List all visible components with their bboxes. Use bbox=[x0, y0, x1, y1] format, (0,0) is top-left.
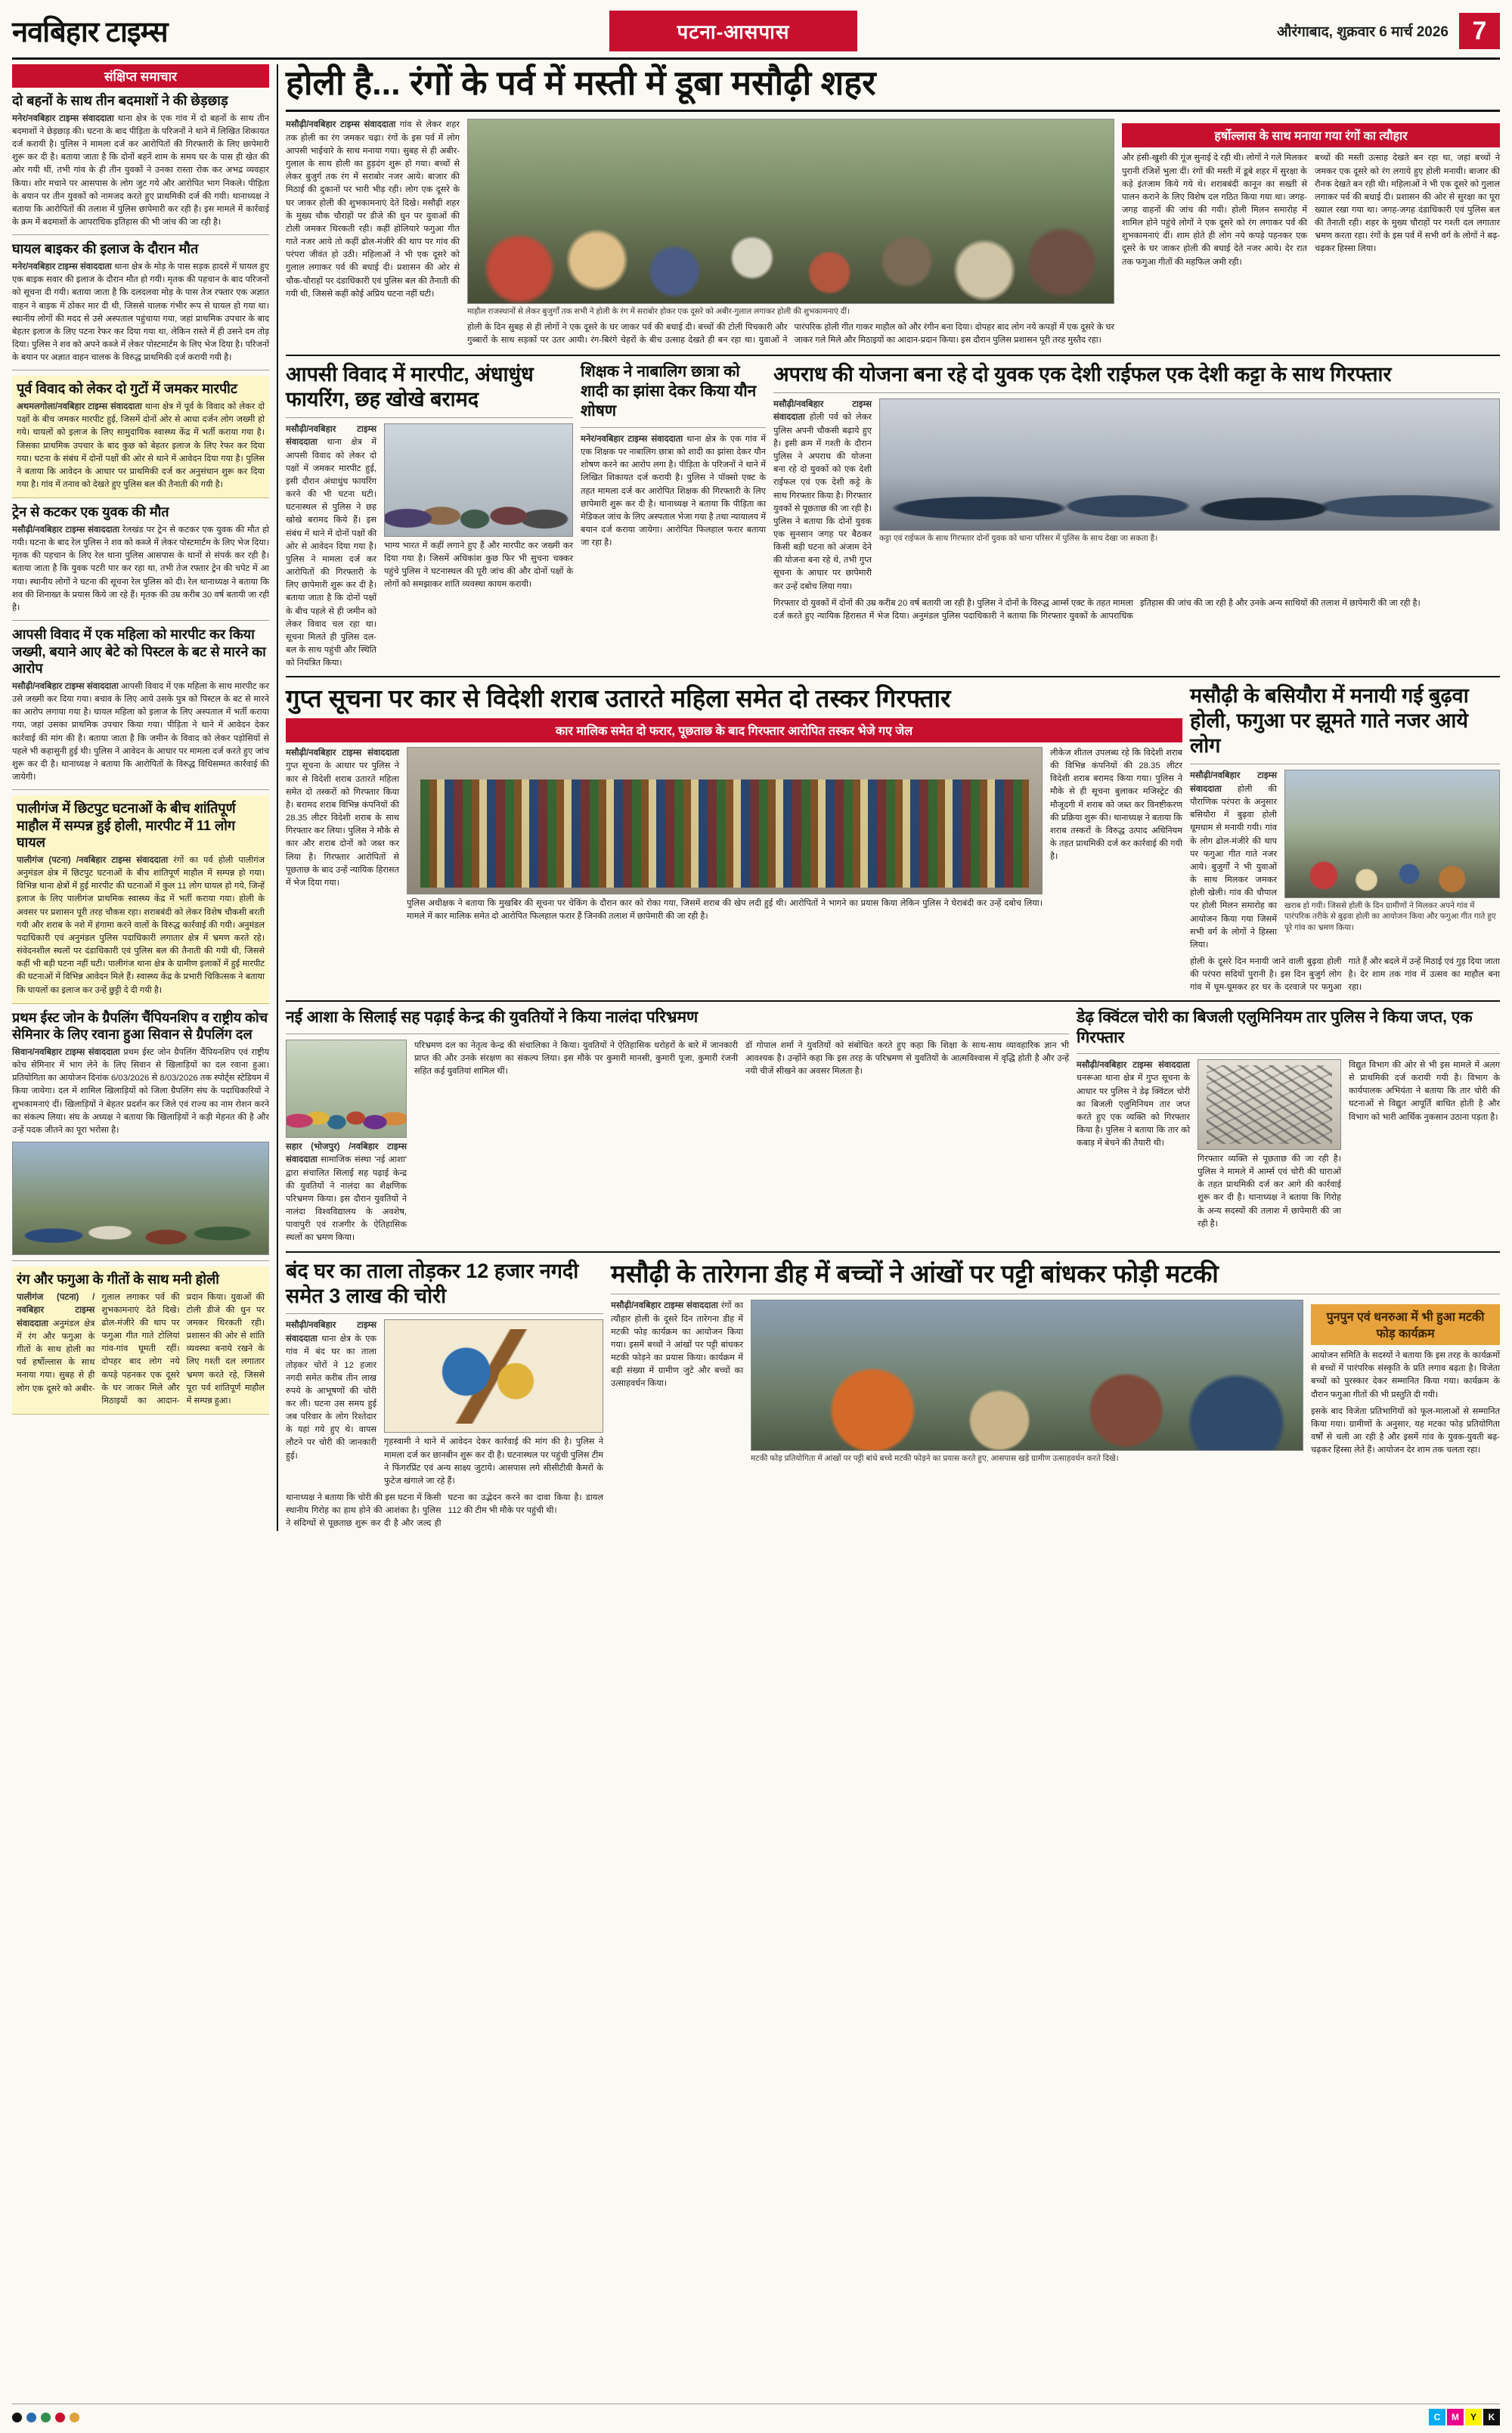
story-theft bbox=[286, 1259, 603, 1531]
brief-news-header: संक्षिप्त समाचार bbox=[12, 64, 269, 88]
brief-byline: अथमलगोला/नवबिहार टाइम्स संवाददाता bbox=[17, 401, 142, 411]
brief-text: अनुमंडल क्षेत्र में रंग और फगुआ के गीतों के साथ होली का पर्व हर्षोल्लास के साथ मनाया गया। सुबह से ही लोग एक दूसरे को अबीर-गुलाल लगाकर पर्व की शुभकामनाएं देते दिखे। ढोल-मंजीरे की थाप पर फगुआ गीत गाते टोलियां गांव-गांव घूमती रहीं। दोपहर बाद लोग नये कपड़े पहनकर एक दूसरे के घर जाकर मिले और मिठाइयों का आदान-प्रदान किया। युवाओं की टोली डीजे की धुन पर जमकर थिरकती रही। प्रशासन की ओर से शांति व्यवस्था बनाये रखने के लिए गश्ती दल लगातार भ्रमण करते रहे, जिससे पूरा पर्व शांतिपूर्ण माहौल में सम्पन्न हुआ। bbox=[17, 1292, 265, 1406]
brief-text: रेलखंड पर ट्रेन से कटकर एक युवक की मौत हो गयी। घटना के बाद रेल पुलिस ने शव को कब्जे में लेकर पोस्टमार्टम के लिए भेज दिया। मृतक की पहचान के लिए रेल थाना पुलिस आसपास के थानों से संपर्क कर रही है। बताया जाता है कि युवक पटरी पार कर रहा था, तभी तेज रफ्तार ट्रेन की चपेट में आ गया। स्थानीय लोगों ने घटना की सूचना रेल पुलिस को दी। रेल थानाध्यक्ष ने बताया कि शव की शिनाख्त के प्रयास किये जा रहे हैं। मृतक की उम्र करीब 30 वर्ष बतायी जा रही है। bbox=[12, 525, 269, 612]
brief-headline: दो बहनों के साथ तीन बदमाशों ने की छेड़छाड़ bbox=[12, 93, 228, 108]
rifle-byline: मसौढ़ी/नवबिहार टाइम्स संवाददाता bbox=[773, 399, 872, 423]
main-content bbox=[286, 64, 1500, 1531]
story-cable bbox=[1077, 1008, 1500, 1244]
section-rule bbox=[286, 1251, 1500, 1253]
matki-kicker: पुनपुन एवं धनरुआ में भी हुआ मटकी फोड़ कार्यक्रम bbox=[1311, 1304, 1500, 1345]
row-five bbox=[286, 1259, 1500, 1531]
lead-headline: होली है... रंगों के पर्व में मस्ती में डूबा मसौढ़ी शहर bbox=[286, 64, 1500, 112]
lead-byline: मसौढ़ी/नवबिहार टाइम्स संवाददाता bbox=[286, 120, 396, 130]
brief-text: थाना क्षेत्र के एक गांव में दो बहनों के साथ तीन बदमाशों ने छेड़छाड़ की। घटना के बाद पीड़िता के परिजनों ने थाने में लिखित शिकायत दर्ज करायी है। पुलिस ने मामला दर्ज कर आरोपितों की गिरफ्तारी के लिए छापेमारी शुरू कर दी है। बताया जाता है कि दोनों बहनें शाम के समय घर के पास ही खेत की ओर गयी थीं, तभी गांव के ही तीन युवकों ने उनका रास्ता रोक कर अभद्र व्यवहार किया। शोर मचाने पर आसपास के लोग जुट गये और आरोपित भाग निकले। पीड़िता के बयान पर तीन युवकों को नामजद करते हुए प्राथमिकी दर्ज की गयी। थानाध्यक्ष ने बताया कि आरोपितों की तलाश में पुलिस छापेमारी कर रही है। इस मामले में कार्रवाई के क्रम में बदमाशों के आपराधिक इतिहास की भी जांच की जा रही है। bbox=[12, 113, 269, 228]
lead-story bbox=[286, 64, 1500, 347]
cable-text-3: विद्युत विभाग की ओर से भी इस मामले में अलग से प्राथमिकी दर्ज करायी गयी है। विभाग के कार्यपालक अभियंता ने बताया कि तार चोरी की घटनाओं से विद्युत आपूर्ति बाधित होती है और विभाग को भारी आर्थिक नुकसान उठाना पड़ता है। bbox=[1349, 1060, 1500, 1122]
brief-headline: पालीगंज में छिटपुट घटनाओं के बीच शांतिपूर्ण माहौल में सम्पन्न हुई होली, मारपीट में 11 लोग घायल bbox=[17, 801, 236, 851]
matki-text-1: रंगों का त्यौहार होली के दूसरे दिन तारेगना डीह में मटकी फोड़ कार्यक्रम का आयोजन किया गया। इसमें बच्चों ने आंखों पर पट्टी बांधकर मटकी फोड़ने का प्रयास किया। कार्यक्रम में बड़ी संख्या में ग्रामीण जुटे और बच्चों का उत्साहवर्धन किया। bbox=[611, 1301, 743, 1389]
story-teacher bbox=[581, 362, 766, 670]
basiyaura-byline: मसौढ़ी/नवबिहार टाइम्स संवाददाता bbox=[1190, 771, 1277, 794]
lead-text-4: बच्चों की मस्ती उत्साह देखते बन रहा था, जहां बच्चों ने जमकर एक दूसरे को रंग लगाये हुए होली मनायी। बाजार की रौनक देखते बन रही थी। महिलाओं ने भी एक दूसरे को गुलाल लगाकर पर्व की बधाई दी। प्रशासन की ओर से सुरक्षा का पूरा ख्याल रखा गया था। जगह-जगह दंडाधिकारी एवं पुलिस बल की तैनाती रही। शहर के मुख्य चौराहों पर गश्ती दल लगातार भ्रमण करता रहा। रंगों के इस पर्व में सभी वर्ग के लोगों ने बढ़-चढ़कर हिस्सा लिया। bbox=[1315, 153, 1500, 254]
cable-text-2: गिरफ्तार व्यक्ति से पूछताछ की जा रही है। पुलिस ने मामले में आर्म्स एवं चोरी की धाराओं के तहत प्राथमिकी दर्ज कर आगे की कार्रवाई शुरू कर दी है। थानाध्यक्ष ने बताया कि गिरोह के अन्य सदस्यों की तलाश में छापेमारी की जा रही है। bbox=[1198, 1154, 1341, 1229]
matki-text-3: इसके बाद विजेता प्रतिभागियों को फूल-मालाओं से सम्मानित किया गया। ग्रामीणों के अनुसार, यह मटका फोड़ प्रतियोगिता वर्षों से चली आ रही है और इसमें गांव के युवक-युवती बढ़-चढ़कर हिस्सा लेते हैं। आयोजन देर शाम तक चलता रहा। bbox=[1311, 1406, 1500, 1455]
brief-headline: आपसी विवाद में एक महिला को मारपीट कर किया जख्मी, बयाने आए बेटे को पिस्टल के बट से मारने का आरोप bbox=[12, 627, 266, 677]
brief-headline: रंग और फगुआ के गीतों के साथ मनी होली bbox=[17, 1272, 219, 1288]
lead-text-1: गांव से लेकर शहर तक होली का रंग जमकर चढ़ा। रंगों के इस पर्व में लोग आपसी भाईचारे के साथ मनाया गया। सुबह से ही अबीर-गुलाल के साथ होली का हुड़दंग शुरू हो गया। बच्चों से लेकर बुजुर्ग तक रंग में सराबोर नजर आये। बाजार की मिठाई की दुकानों पर भारी भीड़ रही। लोग एक दूसरे के घर जाकर होली की शुभकामनाएं देते दिखे। मसौढ़ी शहर के मुख्य चौक चौराहों पर डीजे की धुन पर युवाओं की टोली जमकर थिरकती रही। कहीं होलियारे फगुआ गीत गाते नजर आये तो कहीं ढोल-मंजीरे की थाप पर गांव की परंपरा जीवंत हो उठी। महिलाओं ने भी एक दूसरे को गुलाल लगाकर पर्व की बधाई दी। प्रशासन की ओर से चौक-चौराहों पर दंडाधिकारी एवं पुलिस बल की तैनाती की गयी थी, जिससे कहीं कोई अप्रिय घटना नहीं घटी। bbox=[286, 120, 460, 299]
tailoring-text-2: परिभ्रमण दल का नेतृत्व केन्द्र की संचालिका ने किया। युवतियों ने ऐतिहासिक धरोहरों के बारे में जानकारी प्राप्त की और उनके संरक्षण का संकल्प लिया। इस मौके पर कुमारी मानसी, कुमारी पूजा, कुमारी रंजनी सहित कई युवतियां शामिल थीं। bbox=[414, 1040, 738, 1076]
tailoring-trip-photo bbox=[286, 1040, 407, 1138]
paper-name: नवबिहार टाइम्स bbox=[12, 17, 168, 48]
rifle-text-2: गिरफ्तार दो युवकों में दोनों की उम्र करीब 20 वर्ष बतायी जा रही है। पुलिस ने दोनों के विरुद्ध आर्म्स एक्ट के तहत मामला दर्ज करते हुए न्यायिक हिरासत में भेज दिया। अनुमंडल पुलिस पदाधिकारी ने बताया कि गिरफ्तार युवकों के आपराधिक इतिहास की जांच की जा रही है और उनके अन्य साथियों की तलाश में छापेमारी की जा रही है। bbox=[773, 598, 1421, 621]
teacher-text: थाना क्षेत्र के एक गांव में एक शिक्षक पर नाबालिग छात्रा को शादी का झांसा देकर यौन शोषण करने का आरोप लगा है। पीड़िता के परिजनों ने थाने में लिखित शिकायत दर्ज करायी है। पुलिस ने पॉक्सो एक्ट के तहत मामला दर्ज कर आरोपित शिक्षक की गिरफ्तारी के लिए छापेमारी शुरू कर दी है। थानाध्यक्ष ने बताया कि पीड़िता का मेडिकल जांच के लिए अस्पताल भेजा गया है तथा न्यायालय में बयान दर्ज कराया जायेगा। आरोपित फिलहाल फरार बताया जा रहा है। bbox=[581, 434, 766, 548]
brief-byline: सिवान/नवबिहार टाइम्स संवाददाता bbox=[12, 1047, 120, 1057]
rifle-caption: कट्टा एवं राईफल के साथ गिरफ्तार दोनों युवक को थाना परिसर में पुलिस के साथ देखा जा सकता है। bbox=[879, 533, 1158, 543]
cable-text-1: धनरूआ थाना क्षेत्र में गुप्त सूचना के आधार पर पुलिस ने डेढ़ क्विंटल चोरी का बिजली एलुमिनियम तार जप्त करते हुए एक व्यक्ति को गिरफ्तार किया है। पुलिस ने बताया कि तार को कबाड़ में बेचने की तैयारी थी। bbox=[1077, 1074, 1190, 1148]
fight-firing-text: थाना क्षेत्र में आपसी विवाद को लेकर दो पक्षों में जमकर मारपीट हुई, इसी दौरान अंधाधुंध फायरिंग करने की भी घटना घटी। घटनास्थल से पुलिस ने छह खोखे बरामद किये हैं। इस संबंध में थाने में दोनों पक्षों की ओर से आवेदन दिया गया है। पुलिस ने मामला दर्ज कर आरोपितों की गिरफ्तारी के लिए छापेमारी शुरू कर दी है। बताया जाता है कि दोनों पक्षों के बीच पहले से ही जमीन को लेकर विवाद चल रहा था। सूचना मिलते ही पुलिस दल-बल के साथ पहुंची और स्थिति को नियंत्रित किया। bbox=[286, 438, 376, 668]
brief-byline: पालीगंज (पटना) /नवबिहार टाइम्स संवाददाता bbox=[17, 855, 169, 865]
teacher-byline: मनेर/नवबिहार टाइम्स संवाददाता bbox=[581, 434, 683, 444]
section-banner: पटना-आसपास bbox=[609, 11, 858, 51]
brief-byline: मसौढ़ी/नवबिहार टाइम्स संवाददाता bbox=[12, 525, 120, 535]
lead-text-2: होली के दिन सुबह से ही लोगों ने एक दूसरे के घर जाकर पर्व की बधाई दी। बच्चों की टोली पिचकारी और गुब्बारों के साथ सड़कों पर उतर आयी। रंग-बिरंगे चेहरों के बीच उत्साह देखते ही बन रहा था। युवाओं ने पारंपरिक होली गीत गाकर माहौल को और रंगीन बना दिया। दोपहर बाद लोग नये कपड़ों में एक दूसरे के घर जाकर गले मिले और मिठाइयों का आदान-प्रदान किया। इस दौरान पुलिस प्रशासन पूरी तरह मुस्तैद रहा। bbox=[467, 322, 1114, 345]
lead-photo-caption: माहौल राजस्थानों से लेकर बुजुर्गों तक सभी ने होली के रंग में सराबोर होकर एक दूसरे को अबीर-गुलाल लगाकर होली की शुभकामनाएं दीं। bbox=[467, 307, 850, 317]
row-four bbox=[286, 1008, 1500, 1244]
tailoring-byline: सहार (भोजपुर) /नवबिहार टाइम्स संवाददाता bbox=[286, 1142, 407, 1165]
matki-byline: मसौढ़ी/नवबिहार टाइम्स संवाददाता bbox=[611, 1301, 718, 1311]
lead-col-3 bbox=[1122, 119, 1500, 346]
brief-item bbox=[12, 92, 269, 235]
theft-text-3: थानाध्यक्ष ने बताया कि चोरी की इस घटना में किसी स्थानीय गिरोह का हाथ होने की आशंका है। पुलिस ने संदिग्धों से पूछताछ शुरू कर दी है और जल्द ही घटना का उद्भेदन करने का दावा किया है। डायल 112 की टीम भी मौके पर पहुंची थी। bbox=[286, 1493, 603, 1529]
theft-headline: बंद घर का ताला तोड़कर 12 हजार नगदी समेत 3 लाख की चोरी bbox=[286, 1259, 579, 1307]
rifle-text-1: होली पर्व को लेकर पुलिस अपनी चौकसी बढ़ाये हुए है। इसी क्रम में गश्ती के दौरान पुलिस ने अपराध की योजना बना रहे दो युवकों को एक देशी राईफल एवं एक देशी कट्टे के साथ गिरफ्तार किया है। गिरफ्तार युवकों से पूछताछ की जा रही है। पुलिस ने बताया कि दोनों युवक एक सुनसान जगह पर बैठकर किसी बड़ी घटना को अंजाम देने की योजना बना रहे थे, तभी गुप्त सूचना के आधार पर छापेमारी कर उन्हें दबोच लिया गया। bbox=[773, 413, 872, 591]
lead-kicker: हर्षोल्लास के साथ मनाया गया रंगों का त्यौहार bbox=[1122, 123, 1500, 147]
brief-news-rail bbox=[12, 64, 269, 1531]
basiyaura-text-1: होली की पौराणिक परंपरा के अनुसार बसियौरा में बुढ़वा होली धूमधाम से मनायी गयी। गांव के लोग ढोल-मंजीरे की थाप पर फगुआ गीत गाते नजर आये। बुजुर्गों ने भी युवाओं के साथ मिलकर जमकर होली खेली। गांव की चौपाल पर होली मिलन समारोह का आयोजन किया गया जिसमें सभी वर्ग के लोगों ने हिस्सा लिया। bbox=[1190, 784, 1277, 950]
brief-text: थाना क्षेत्र में पूर्व के विवाद को लेकर दो पक्षों के बीच जमकर मारपीट हुई, जिसमें दोनों ओर से आधा दर्जन लोग जख्मी हो गये। घायलों को इलाज के लिए सामुदायिक स्वास्थ्य केंद्र में भर्ती कराया गया है। जिसका प्राथमिक उपचार के बाद कुछ को बेहतर इलाज के लिए रेफर कर दिया गया। घटना के संबंध में दोनों पक्षों की ओर से थाने में आवेदन दिया गया है। पुलिस ने बताया कि आवेदन के आधार पर प्राथमिकी दर्ज कर अनुसंधान शुरू कर दिया गया है। गांव में तनाव को देखते हुए पुलिस बल की तैनाती की गयी है। bbox=[17, 401, 265, 490]
brief-text: रंगों का पर्व होली पालीगंज अनुमंडल क्षेत्र में छिटपुट घटनाओं के बीच शांतिपूर्ण माहौल में सम्पन्न हो गया। विभिन्न थाना क्षेत्रों में हुई मारपीट की घटनाओं में कुल 11 लोग घायल हो गये, जिन्हें इलाज के लिए पालीगंज प्राथमिक स्वास्थ्य केंद्र में भर्ती कराया गया। होली के अवसर पर प्रशासन पूरी तरह चौकस रहा। शराबबंदी को लेकर विशेष चौकसी बरती गयी और शराब के नशे में हंगामा करने वालों के विरुद्ध कार्रवाई की गयी। अनुमंडल पदाधिकारी एवं अनुमंडल पुलिस पदाधिकारी लगातार क्षेत्र में भ्रमण करते रहे। संवेदनशील स्थलों पर दंडाधिकारी एवं पुलिस बल की तैनाती की गयी थी, जिससे कहीं भी बड़ी घटना नहीं घटी। पालीगंज थाना क्षेत्र के ग्रामीण इलाकों में हुई मारपीट की घटनाओं में विभिन्न आवेदन मिले हैं। स्वास्थ्य केंद्र के प्रभारी चिकित्सक ने बताया कि घायलों का इलाज कर उन्हें छुट्टी दे दी गयी है। bbox=[17, 855, 265, 995]
cmyk-y: Y bbox=[1465, 2409, 1482, 2425]
brief-byline: मनेर/नवबिहार टाइम्स संवाददाता bbox=[12, 113, 114, 123]
cable-byline: मसौढ़ी/नवबिहार टाइम्स संवाददाता bbox=[1077, 1060, 1190, 1070]
liquor-text-2: पुलिस अधीक्षक ने बताया कि मुखबिर की सूचना पर चेकिंग के दौरान कार को रोका गया, जिसमें शराब की खेप लदी हुई थी। आरोपितों ने भागने का प्रयास किया लेकिन पुलिस ने घेराबंदी कर उन्हें दबोच लिया। मामले में कार मालिक समेत दो आरोपित फिलहाल फरार हैं जिनकी तलाश में छापेमारी की जा रही है। bbox=[407, 898, 1043, 922]
teacher-headline: शिक्षक ने नाबालिग छात्रा को शादी का झांसा देकर किया यौन शोषण bbox=[581, 362, 757, 420]
seized-wire-photo bbox=[1198, 1059, 1341, 1150]
lead-col-2 bbox=[467, 119, 1114, 346]
cable-headline: डेढ़ क्विंटल चोरी का बिजली एलुमिनियम तार पुलिस ने किया जप्त, एक गिरफ्तार bbox=[1077, 1009, 1473, 1046]
brief-text: प्रथम ईस्ट जोन ग्रैपलिंग चैंपियनशिप एवं राष्ट्रीय कोच सेमिनार में भाग लेने के लिए सिवान से खिलाड़ियों का दल रवाना हुआ। प्रतियोगिता का आयोजन दिनांक 6/03/2026 से 8/03/2026 तक स्पोर्ट्स स्टेडियम में किया जायेगा। दल में शामिल खिलाड़ियों को जिला ग्रैपलिंग संघ के पदाधिकारियों ने शुभकामनाएं दीं। खिलाड़ियों ने बेहतर प्रदर्शन कर जिले एवं राज्य का नाम रोशन करने का संकल्प लिया। संघ के अध्यक्ष ने बताया कि खिलाड़ियों ने कड़ी मेहनत की है और उन्हें पदक जीतने का पूरा भरोसा है। bbox=[12, 1047, 270, 1135]
section-rule bbox=[286, 676, 1500, 677]
page-layout bbox=[12, 64, 1500, 1531]
brief-byline: मसौढ़ी/नवबिहार टाइम्स संवाददाता bbox=[12, 681, 119, 691]
liquor-text-3: लीकेज शीतल उपलब्ध रहे कि विदेशी शराब की विभिन्न कंपनियों की 28.35 लीटर विदेशी शराब बरामद किया गया। पुलिस ने मौके से ही सूचना बुलाकर मजिस्ट्रेट की मौजूदगी में शराब को जब्त कर विनष्टीकरण की प्रक्रिया शुरू की। थानाध्यक्ष ने बताया कि शराब तस्करों के विरुद्ध उत्पाद अधिनियम के तहत प्राथमिकी दर्ज कर कार्रवाई की गयी है। bbox=[1050, 748, 1182, 862]
brief-text: थाना क्षेत्र के मोड़ के पास सड़क हादसे में घायल हुए एक बाइक सवार की इलाज के दौरान मौत हो गयी। मृतक की पहचान के बाद परिजनों को सूचना दी गयी। बताया जाता है कि दलदलवा मोड़ के पास तेज रफ्तार एक अज्ञात वाहन ने बाइक में ठोकर मार दी थी, जिससे चालक गंभीर रूप से घायल हो गया था। स्थानीय लोगों की मदद से उसे अस्पताल पहुंचाया गया, जहां प्राथमिक उपचार के बाद बेहतर इलाज के लिए पटना रेफर कर दिया गया था, लेकिन रास्ते में ही उसने दम तोड़ दिया। पुलिस ने शव को अपने कब्जे में लेकर पोस्टमार्टम के लिए भेज दिया है। परिजनों के बयान पर अज्ञात वाहन चालक के विरुद्ध प्राथमिकी दर्ज करायी गयी है। bbox=[12, 262, 270, 363]
theft-byline: मसौढ़ी/नवबिहार टाइम्स संवाददाता bbox=[286, 1321, 376, 1344]
brief-byline: मनेर/नवबिहार टाइम्स संवाददाता bbox=[12, 262, 112, 271]
story-matki bbox=[611, 1259, 1500, 1531]
cmyk-c: C bbox=[1429, 2409, 1445, 2425]
story-fight-firing bbox=[286, 362, 573, 670]
row-two bbox=[286, 362, 1500, 670]
tailoring-headline: नई आशा के सिलाई सह पढ़ाई केन्द्र की युवतियों ने किया नालंदा परिभ्रमण bbox=[286, 1009, 699, 1027]
fight-firing-headline: आपसी विवाद में मारपीट, अंधाधुंध फायरिंग, छह खोखे बरामद bbox=[286, 362, 534, 411]
rifle-arrest-photo bbox=[879, 398, 1500, 531]
story-liquor bbox=[286, 683, 1182, 994]
brief-headline: पूर्व विवाद को लेकर दो गुटों में जमकर मारपीट bbox=[17, 381, 237, 397]
theft-illustration bbox=[384, 1319, 603, 1433]
holi-crowd-photo bbox=[467, 119, 1114, 304]
matki-caption: मटकी फोड़ प्रतियोगिता में आंखों पर पट्टी बांधे बच्चे मटकी फोड़ने का प्रयास करते हुए, आसपास खड़े ग्रामीण उत्साहवर्धन करते दिखे। bbox=[751, 1454, 1119, 1464]
basiyaura-holi-photo bbox=[1284, 770, 1500, 898]
basiyaura-caption: खराब हो गयी। जिससे होली के दिन ग्रामीणों ने मिलकर अपने गांव में पारंपरिक तरीके से बुढ़वा होली का आयोजन किया और फगुआ गीत गाते हुए पूरे गांव का भ्रमण किया। bbox=[1284, 901, 1496, 932]
liquor-text-1: गुप्त सूचना के आधार पर पुलिस ने कार से विदेशी शराब उतारते महिला समेत दो तस्करों को गिरफ्तार किया है। बरामद शराब विभिन्न कंपनियों की 28.35 लीटर विदेशी शराब के साथ गिरफ्तार कर लिया। पुलिस ने मौके से कार और शराब दोनों को जब्त कर लिया है। गिरफ्तार आरोपितों से पूछताछ के बाद उन्हें न्यायिक हिरासत में भेज दिया गया। bbox=[286, 761, 399, 888]
matki-headline: मसौढ़ी के तारेगना डीह में बच्चों ने आंखों पर पट्टी बांधकर फोड़ी मटकी bbox=[611, 1259, 1219, 1288]
section-rule bbox=[286, 355, 1500, 356]
fight-firing-caption: भाग्य भारत में कहीं लगाने हुए हैं और मारपीट कर जख्मी कर दिया गया है। जिसमें अधिकांश कुछ फिर भी सुचना चक्कर पहुंचे पुलिस ने घटनास्थल की पूरी जांच की और दोनों पक्षों के लोगों को समझाकर शांति व्यवस्था कायम करायी। bbox=[384, 541, 573, 590]
theft-text-2: गृहस्वामी ने थाने में आवेदन देकर कार्रवाई की मांग की है। पुलिस ने मामला दर्ज कर छानबीन शुरू कर दी है। घटनास्थल पर पहुंची पुलिस टीम ने फिंगरप्रिंट एवं अन्य साक्ष्य जुटाये। आसपास लगे सीसीटीवी कैमरों के फुटेज खंगाले जा रहे हैं। bbox=[384, 1437, 603, 1486]
story-rifle-arrest bbox=[773, 362, 1500, 670]
lead-kicker-body bbox=[1122, 152, 1500, 268]
cmyk-k: K bbox=[1483, 2409, 1500, 2425]
brief-headline: घायल बाइकर की इलाज के दौरान मौत bbox=[12, 241, 199, 257]
theft-text-1: थाना क्षेत्र के एक गांव में बंद घर का ताला तोड़कर चोरों ने 12 हजार नगदी समेत करीब तीन लाख रुपये के आभूषणों की चोरी कर ली। घटना उस समय हुई जब परिवार के लोग रिश्तेदार के यहां गये हुए थे। वापस लौटने पर चोरी की जानकारी हुई। bbox=[286, 1334, 376, 1461]
brief-item bbox=[12, 1266, 269, 1415]
brief-item bbox=[12, 626, 269, 790]
registration-dots bbox=[12, 2413, 79, 2422]
brief-item bbox=[12, 240, 269, 370]
lead-body bbox=[286, 119, 1500, 346]
tailoring-text-3: डॉ गोपाल शर्मा ने युवतियों को संबोधित करते हुए कहा कि शिक्षा के साथ-साथ व्यावहारिक ज्ञान भी आवश्यक है। उन्होंने कहा कि इस तरह के परिभ्रमण से युवतियों के आत्मविश्वास में वृद्धि होती है और उन्हें नयी चीजें सीखने का अवसर मिलता है। bbox=[745, 1040, 1069, 1076]
tailoring-text-1: सामाजिक संस्था 'नई आशा' द्वारा संचालित सिलाई सह पढ़ाई केन्द्र की युवतियों ने नालंदा का शैक्षणिक परिभ्रमण किया। इस दौरान युवतियों ने नालंदा विश्वविद्यालय के अवशेष, पावापुरी एवं राजगीर के ऐतिहासिक स्थलों का भ्रमण किया। bbox=[286, 1155, 407, 1243]
masthead-right bbox=[1137, 13, 1500, 49]
story-basiyaura bbox=[1190, 683, 1500, 994]
lead-col-1 bbox=[286, 119, 460, 346]
page-footer bbox=[12, 2404, 1500, 2425]
sports-team-photo bbox=[12, 1142, 269, 1255]
cmyk-marks bbox=[1429, 2409, 1500, 2425]
liquor-kicker: कार मालिक समेत दो फरार, पूछताछ के बाद गिरफ्तार आरोपित तस्कर भेजे गए जेल bbox=[286, 718, 1182, 742]
brief-item bbox=[12, 504, 269, 621]
brief-headline: प्रथम ईस्ट जोन के ग्रैपलिंग चैंपियनशिप व राष्ट्रीय कोच सेमिनार के लिए रवाना हुआ सिवान से ग्रैपलिंग दल bbox=[12, 1009, 268, 1043]
section-rule bbox=[286, 1000, 1500, 1002]
fight-firing-byline: मसौढ़ी/नवबिहार टाइम्स संवाददाता bbox=[286, 424, 376, 448]
matki-breaking-photo bbox=[751, 1300, 1303, 1451]
column-divider bbox=[277, 64, 278, 1531]
basiyaura-headline: मसौढ़ी के बसियौरा में मनायी गई बुढ़वा होली, फगुआ पर झूमते गाते नजर आये लोग bbox=[1190, 684, 1469, 758]
masthead bbox=[12, 11, 1500, 60]
cmyk-m: M bbox=[1447, 2409, 1464, 2425]
rifle-headline: अपराध की योजना बना रहे दो युवक एक देशी राईफल एक देशी कट्टा के साथ गिरफ्तार bbox=[773, 362, 1392, 386]
brief-byline: पालीगंज (पटना) /नवबिहार टाइम्स संवाददाता bbox=[17, 1292, 95, 1328]
page-number: 7 bbox=[1459, 13, 1500, 49]
row-three bbox=[286, 683, 1500, 994]
brief-item bbox=[12, 376, 269, 498]
liquor-byline: मसौढ़ी/नवबिहार टाइम्स संवाददाता bbox=[286, 748, 399, 758]
brief-headline: ट्रेन से कटकर एक युवक की मौत bbox=[12, 504, 169, 520]
matki-text-2: आयोजन समिति के सदस्यों ने बताया कि इस तरह के कार्यक्रमों से बच्चों में पारंपरिक संस्कृति के प्रति लगाव बढ़ता है। विजेता बच्चों को पुरस्कार देकर सम्मानित किया गया। कार्यक्रम के दौरान फगुआ गीतों की भी प्रस्तुति दी गयी। bbox=[1311, 1351, 1500, 1399]
story-tailoring bbox=[286, 1008, 1069, 1244]
fight-scene-photo bbox=[384, 423, 573, 537]
brief-item bbox=[12, 795, 269, 1004]
basiyaura-text-2: होली के दूसरे दिन मनायी जाने वाली बुढ़वा होली की परंपरा सदियों पुरानी है। इस दिन बुजुर्ग लोग गांव में घूम-घूमकर हर घर के दरवाजे पर फगुआ गाते हैं और बदले में उन्हें मिठाई एवं गुड़ दिया जाता है। देर शाम तक गांव में उत्सव का माहौल बना रहा। bbox=[1190, 956, 1500, 993]
liquor-headline: गुप्त सूचना पर कार से विदेशी शराब उतारते महिला समेत दो तस्कर गिरफ्तार bbox=[286, 684, 951, 713]
seized-liquor-photo bbox=[407, 747, 1043, 894]
lead-text-3: और हंसी-खुशी की गूंज सुनाई दे रही थी। लोगों ने गले मिलकर पुरानी रंजिशें भुला दीं। रंगों की मस्ती में डूबे शहर में सुरक्षा के कड़े इंतजाम किये गये थे। शराबबंदी कानून का सख्ती से पालन कराने के लिए विशेष दल गठित किया गया था। जगह-जगह वाहनों की जांच की गयी। होली मिलन समारोह में शामिल होने पहुंचे लोगों ने एक दूसरे को रंग लगाकर पर्व की शुभकामनाएं दीं। शाम होते ही लोग नये कपड़े पहनकर एक दूसरे के घर जाकर होली की बधाई देते नजर आये। देर रात तक फगुआ गीतों की महफिल जमी रही। bbox=[1122, 153, 1307, 267]
section-banner-wrap bbox=[330, 11, 1137, 51]
dateline: औरंगाबाद, शुक्रवार 6 मार्च 2026 bbox=[1276, 24, 1448, 40]
brief-text: आपसी विवाद में एक महिला के साथ मारपीट कर उसे जख्मी कर दिया गया। बचाव के लिए आये उसके पुत्र को पिस्टल के बट से मारने का आरोप लगाया गया है। घायल महिला को इलाज के लिए अस्पताल में भर्ती कराया गया, जहां उसका प्राथमिक उपचार किया गया। पीड़िता ने थाने में आवेदन देकर कार्रवाई की मांग की है। बताया जाता है कि जमीन के विवाद को लेकर पड़ोसियों से पहले भी कहासुनी हुई थी। पुलिस ने आवेदन के आधार पर मामला दर्ज करते हुए जांच शुरू कर दी है। थानाध्यक्ष ने बताया कि आरोपितों के विरुद्ध विधिसम्मत कार्रवाई की जायेगी। bbox=[12, 681, 269, 782]
brief-item bbox=[12, 1009, 269, 1261]
